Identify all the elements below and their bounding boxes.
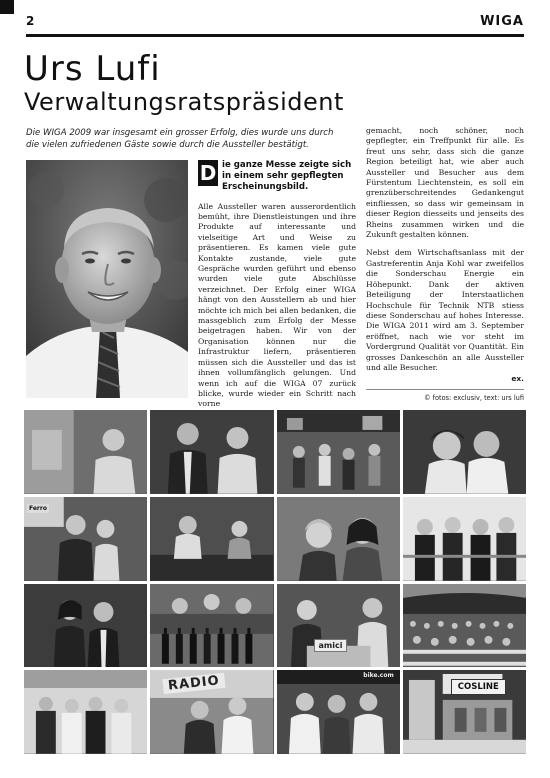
drop-cap: D: [199, 161, 217, 185]
intro-sentence: ie ganze Messe zeigte sich in einem sehr gepflegten Erscheinungsbild.: [222, 160, 352, 193]
photo-group-uniforms: [403, 497, 526, 581]
lead-paragraph: Die WIGA 2009 war insgesamt ein grosser Erfolg, dies wurde uns durch die vielen zufriedenen Gäste sowie durch die Aussteller bestätigt.: [26, 128, 334, 150]
photo-couple-formal: [24, 584, 147, 668]
masthead-wiga: WIGA: [480, 14, 524, 29]
photo-couple-smiling: [403, 410, 526, 494]
sign-ferro: Ferro: [29, 504, 47, 512]
photo-booth-staff-group: [24, 670, 147, 754]
photo-radio-booth: [150, 670, 273, 754]
photo-two-men-talking: [150, 410, 273, 494]
header-rule: [26, 34, 524, 37]
sign-amici: amici: [314, 639, 348, 652]
credit-rule: [366, 389, 524, 390]
photo-trio-at-stand: [277, 670, 400, 754]
article-column-middle: [198, 160, 356, 410]
photo-two-women-smiling: [277, 497, 400, 581]
intro-block: [198, 160, 356, 194]
photo-amici-stand: [277, 584, 400, 668]
body-paragraph-1-continued: gemacht, noch schöner, noch gepflegter, ein Treffpunkt für alle. Es freut uns sehr, dass sich die ganze Region beteiligt hat, wie aber auch Aussteller und Besucher aus dem Fürstentum Liechtenstein, es soll ein grenzüberschreitendes Gedankengut einfliessen, so dass wir gemeinsam in dieser Region diesseits und jenseits des Rheins zusammen wirken und die Zukunft gestalten können.: [366, 126, 524, 240]
photo-cosline-stand: [403, 670, 526, 754]
author-signoff: ex.: [511, 374, 524, 384]
portrait-photo: [26, 160, 188, 398]
article-subtitle: Verwaltungsratspräsident: [24, 88, 344, 116]
photo-exhibition-hall-crowd: [277, 410, 400, 494]
article-title: Urs Lufi: [24, 49, 161, 89]
photo-collage: [24, 410, 526, 754]
article-column-right: [366, 126, 524, 402]
body-paragraph-1: Alle Aussteller waren ausserordentlich bemüht, ihre Dienstleistungen und ihre Produkte auf interessante und vielseitige Art und Weise zu präsentieren. Es kamen viele gute Kontakte zustande, viele gute Gespräche wurden geführt und ebenso wurden viele gute Abschlüsse verzeichnet. Der Erfolg einer WIGA hängt von den Ausstellern ab und hier möchte ich mich bei allen bedanken, die massgeblich zum Erfolg der Messe beigetragen haben. Wir von der Organisation können nur die Infrastruktur liefern, präsentieren müssen sich die Aussteller und das ist ihnen vollumfänglich gelungen. Und wenn ich auf die WIGA 07 zurück blicke, wurde wieder ein Schritt nach vorne: [198, 201, 356, 409]
photo-two-people-table: [150, 497, 273, 581]
corner-block: [0, 0, 14, 14]
photo-wine-bottles: [150, 584, 273, 668]
sign-bike: bike.com: [363, 672, 394, 680]
photo-family-at-booth: [24, 497, 147, 581]
body-paragraph-2: Nebst dem Wirtschaftsanlass mit der Gastreferentin Anja Kohl war zweifellos die Sonderschau Energie ein Höhepunkt. Dank der aktiven Beteiligung der Interstaatlichen Hochschule für Technik NTB stiess diese Sonderschau auf hohes Interesse. Die WIGA 2011 wird am 3. September eröffnet, nach wie vor steht im Vordergrund Qualität vor Quantität. Ein grosses Dankeschön an alle Aussteller und alle Besucher.: [366, 248, 524, 372]
photo-credit: © fotos: exclusiv, text: urs lufi: [423, 394, 524, 403]
page-number: 2: [26, 14, 35, 28]
photo-hall-dinner: [403, 584, 526, 668]
sign-radio: RADIO: [163, 673, 226, 694]
sign-cosline: COSLINE: [451, 679, 506, 695]
photo-exhibitor-booth: [24, 410, 147, 494]
